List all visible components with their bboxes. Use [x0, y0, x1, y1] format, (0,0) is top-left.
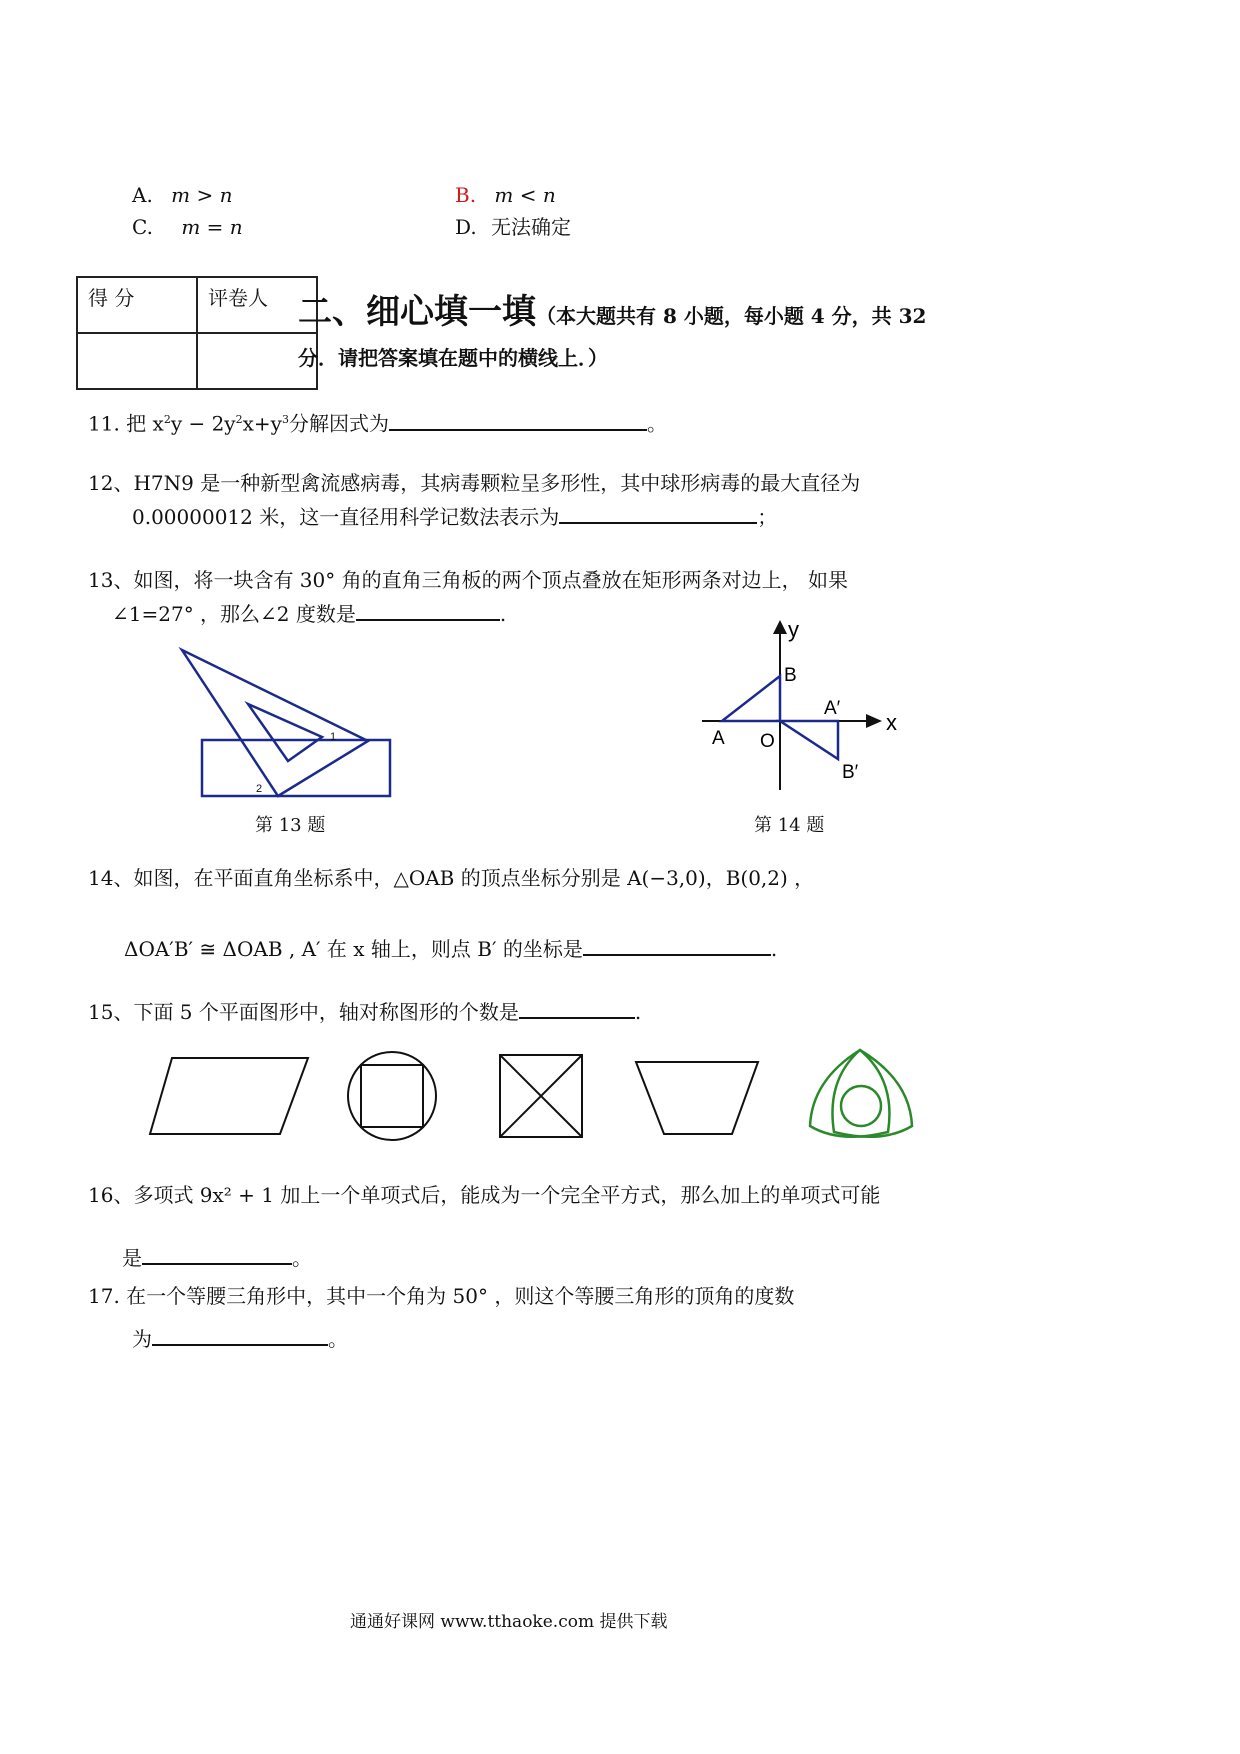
- q16-tail: 。: [292, 1246, 312, 1270]
- point-o-label: O: [760, 731, 775, 752]
- q13-angle-1-label: 1: [330, 731, 337, 743]
- q14-figure: [700, 620, 910, 790]
- q14-line2: [124, 936, 777, 961]
- section-title: 二、细心填一填: [298, 292, 536, 332]
- q14-line1: 14、如图，在平面直角坐标系中，△OAB 的顶点坐标分别是 A(−3,0)，B(0,2) ，: [88, 866, 815, 890]
- option-b-expr: m < n: [494, 183, 556, 207]
- score-cell: [77, 333, 197, 389]
- q13-triangle-outer: [182, 650, 368, 796]
- point-a1-label: A′: [824, 698, 841, 719]
- q13-line2-text: ∠1=27° ，那么∠2 度数是: [112, 602, 356, 626]
- q15-figures: [140, 1040, 940, 1150]
- question-11: 11. 把 $x^2y - 2y^2x+y^3$分解因式为 。: [88, 411, 667, 436]
- q14-caption: 第 14 题: [754, 815, 825, 836]
- q17-line1: 17. 在一个等腰三角形中，其中一个角为 50° ，则这个等腰三角形的顶角的度数: [88, 1284, 795, 1308]
- option-b-letter: B.: [455, 183, 477, 207]
- q13-angle-2-label: 2: [256, 783, 263, 795]
- q13-figure: [170, 640, 400, 805]
- option-c: [132, 215, 243, 239]
- q16-line2-text: 是: [122, 1246, 142, 1270]
- q13-rectangle: [202, 740, 390, 796]
- option-d-text: 无法确定: [491, 215, 572, 239]
- x-label: x: [886, 710, 897, 735]
- q13-answer-blank[interactable]: [356, 601, 500, 621]
- q11-number: 11.: [88, 411, 120, 436]
- score-table: [76, 276, 318, 390]
- q14-answer-blank[interactable]: [583, 936, 771, 956]
- option-a: [132, 183, 233, 207]
- y-axis-arrow: [773, 620, 787, 634]
- option-d: [455, 215, 571, 239]
- option-c-expr: m = n: [181, 215, 243, 239]
- q11-tail: 。: [646, 411, 667, 436]
- q12-tail: ；: [757, 505, 778, 529]
- point-a-label: A: [712, 728, 725, 749]
- y-label: y: [788, 620, 799, 642]
- q16-answer-blank[interactable]: [142, 1245, 292, 1265]
- q17-line2: [132, 1326, 348, 1351]
- q12-line1: 12、H7N9 是一种新型禽流感病毒，其病毒颗粒呈多形性，其中球形病毒的最大直径为: [88, 471, 861, 495]
- option-a-letter: A.: [132, 183, 153, 207]
- q13-line2: [112, 601, 506, 626]
- q15-text: 15、下面 5 个平面图形中，轴对称图形的个数是: [88, 1000, 519, 1024]
- option-c-letter: C.: [132, 215, 153, 239]
- circle-square-figure: [348, 1052, 436, 1140]
- q17-tail: 。: [328, 1327, 348, 1351]
- question-15: [88, 999, 641, 1024]
- q14-tail: .: [770, 937, 778, 961]
- section-note-2: 分．请把答案填在题中的横线上．）: [298, 346, 608, 370]
- parallelogram-figure: [150, 1058, 308, 1134]
- point-b-label: B: [784, 665, 797, 686]
- triangle-oa1b1: [780, 721, 838, 759]
- section-note-1: （本大题共有 8 小题，每小题 4 分，共 32: [536, 304, 927, 328]
- option-d-letter: D.: [455, 215, 477, 239]
- section-header: [298, 284, 926, 333]
- trefoil-figure: [810, 1050, 912, 1137]
- triangle-oab: [722, 676, 780, 721]
- q17-answer-blank[interactable]: [152, 1326, 328, 1346]
- q13-caption: 第 13 题: [255, 815, 326, 836]
- point-b1-label: B′: [842, 762, 859, 783]
- q12-line2-text: 0.00000012 米，这一直径用科学记数法表示为: [132, 505, 560, 529]
- option-a-expr: m > n: [171, 183, 233, 207]
- square-diagonals-figure: [500, 1055, 582, 1137]
- option-b: [455, 183, 556, 207]
- score-header: 得 分: [77, 277, 197, 333]
- q14-line2-text: ΔOA′B′ ≅ ΔOAB , A′ 在 x 轴上，则点 B′ 的坐标是: [124, 937, 583, 961]
- q15-tail: .: [634, 1000, 642, 1024]
- q13-line1: 13、如图，将一块含有 30° 角的直角三角板的两个顶点叠放在矩形两条对边上， 如果: [88, 568, 848, 592]
- q16-line2: [122, 1245, 312, 1270]
- q11-text: 分解因式为: [288, 411, 389, 436]
- grader-header: 评卷人: [197, 277, 317, 333]
- trapezoid-figure: [636, 1062, 758, 1134]
- q16-line1: 16、多项式 9x² + 1 加上一个单项式后，能成为一个完全平方式，那么加上的单项式可能: [88, 1183, 881, 1207]
- x-axis-arrow: [866, 714, 882, 728]
- q13-tail: .: [499, 602, 507, 626]
- q15-answer-blank[interactable]: [519, 999, 635, 1019]
- q17-line2-text: 为: [132, 1327, 152, 1351]
- q11-answer-blank[interactable]: [389, 411, 647, 431]
- q12-answer-blank[interactable]: [559, 504, 757, 524]
- q11-prefix: 把 x: [126, 411, 164, 436]
- q12-line2: [132, 504, 777, 529]
- page-footer: 通通好课网 www.tthaoke.com 提供下载: [350, 1612, 668, 1632]
